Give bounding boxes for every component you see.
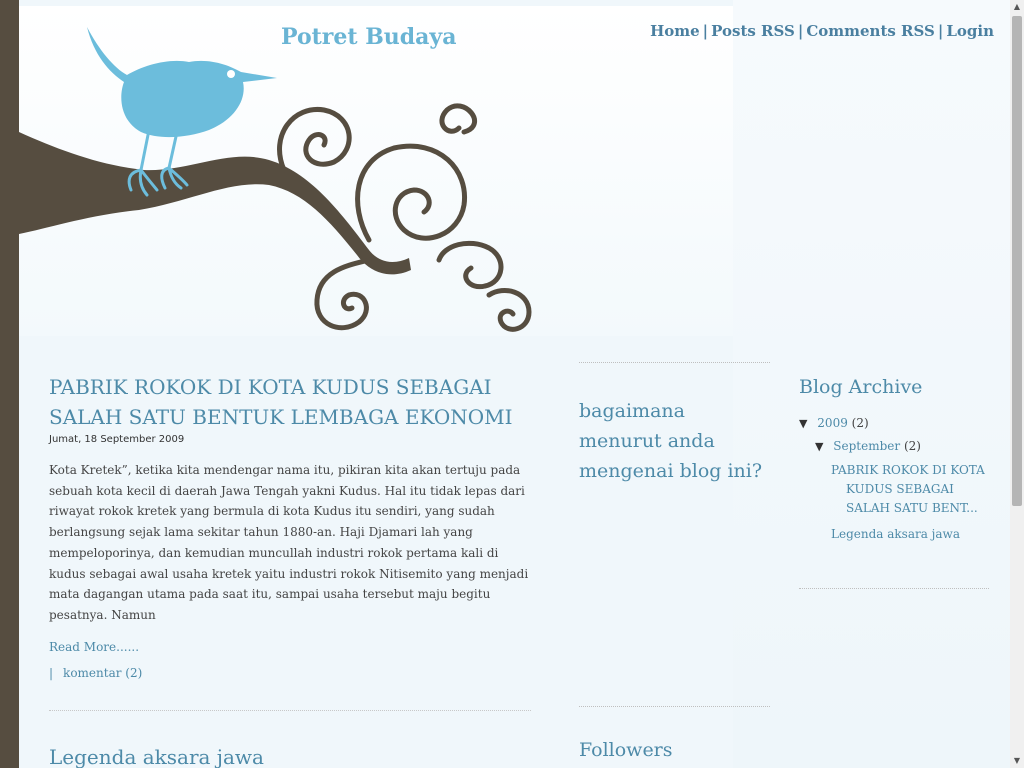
widget-divider	[579, 362, 770, 363]
post-footer	[49, 666, 531, 680]
blog-archive-widget	[799, 376, 989, 544]
archive-post-line[interactable]: PABRIK ROKOK DI KOTA	[831, 463, 985, 477]
poll-widget	[579, 362, 770, 486]
scroll-up-arrow-icon[interactable]: ▲	[1013, 2, 1021, 11]
post-title[interactable]: Legenda aksara jawa	[49, 744, 264, 768]
vertical-scrollbar[interactable]	[1010, 0, 1024, 768]
archive-post-item[interactable]	[799, 525, 989, 544]
archive-year-row	[799, 416, 989, 439]
widget-divider	[579, 706, 770, 707]
archive-post-line[interactable]: KUDUS SEBAGAI	[846, 482, 954, 496]
nav-separator: |	[937, 22, 944, 40]
post-body: Kota Kretek”, ketika kita mendengar nama itu, pikiran kita akan tertuju pada sebuah kota kecil di daerah Jawa Tengah yakni Kudus. Hal itu tidak lepas dari riwayat rokok kretek yang bermula di kota Kudus itu sendiri, yang sudah berlangsung sejak lama sekitar tahun 1880-an. Haji Djamari lah yang mempeloporinya, dan kemudian muncullah industri rokok pertama kali di kudus sebagai awal usaha kretek yaitu industri rokok Nitisemito yang menjadi mata dagangan utama pada saat itu, sampai usaha tersebut maju begitu pesatnya. Namun	[49, 463, 529, 622]
post-date: Jumat, 18 September 2009	[49, 434, 185, 445]
followers-title: Followers	[579, 739, 673, 761]
archive-post-line[interactable]: SALAH SATU BENT...	[846, 501, 978, 515]
scrollbar-thumb[interactable]	[1012, 16, 1022, 506]
left-border-strip	[0, 0, 19, 768]
archive-month-count: (2)	[903, 439, 921, 453]
footer-separator: |	[49, 665, 54, 680]
bird-on-branch-illustration	[19, 20, 539, 340]
post-title[interactable]: PABRIK ROKOK DI KOTA KUDUS SEBAGAI SALAH SATU BENTUK LEMBAGA EKONOMI	[49, 375, 513, 429]
triangle-down-icon[interactable]: ▼	[799, 417, 808, 430]
triangle-down-icon[interactable]: ▼	[815, 440, 824, 453]
scroll-down-arrow-icon[interactable]: ▼	[1013, 756, 1021, 765]
nav-posts-rss-link[interactable]: Posts RSS	[711, 22, 795, 40]
nav-home-link[interactable]: Home	[650, 22, 700, 40]
nav-separator: |	[797, 22, 804, 40]
top-navigation	[650, 22, 994, 40]
comments-link[interactable]: komentar (2)	[63, 665, 143, 680]
archive-month-link[interactable]: September	[833, 439, 901, 453]
archive-year-link[interactable]: 2009	[817, 416, 848, 430]
nav-login-link[interactable]: Login	[946, 22, 994, 40]
archive-title: Blog Archive	[799, 376, 923, 398]
archive-month-row	[799, 439, 989, 461]
nav-separator: |	[702, 22, 709, 40]
post-divider	[49, 710, 531, 711]
archive-post-line[interactable]: Legenda aksara jawa	[831, 527, 960, 541]
archive-year-count: (2)	[851, 416, 869, 430]
archive-post-item[interactable]	[799, 461, 989, 518]
swirl-decoration	[280, 106, 529, 329]
archive-list	[799, 416, 989, 544]
read-more-link[interactable]: Read More......	[49, 639, 140, 654]
main-content	[49, 372, 531, 768]
blog-title[interactable]: Potret Budaya	[281, 24, 457, 50]
bird-icon	[87, 27, 277, 137]
poll-title: bagaimana menurut anda mengenai blog ini?	[579, 400, 763, 482]
widget-divider	[799, 588, 989, 589]
nav-comments-rss-link[interactable]: Comments RSS	[806, 22, 935, 40]
branch-shape	[19, 132, 411, 274]
